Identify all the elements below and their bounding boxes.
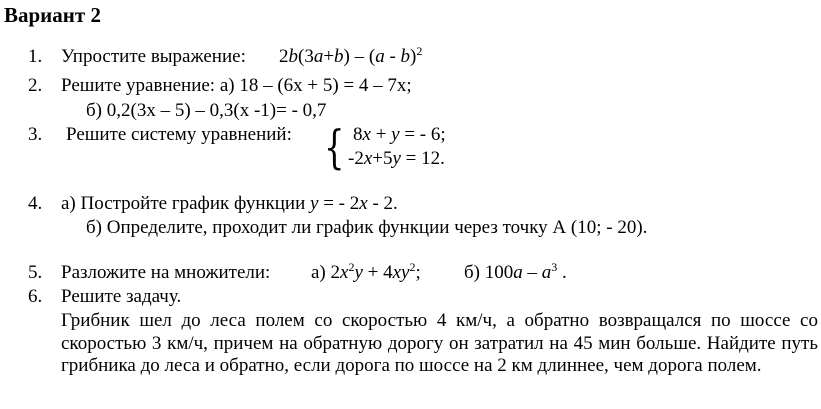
task-4-number: 4. <box>28 193 43 214</box>
task-1-text: Упростите выражение: <box>61 46 246 67</box>
task-1-number: 1. <box>28 46 43 67</box>
task-4-line-1: а) Постройте график функции y = - 2x - 2. <box>61 193 398 214</box>
task-5-part-b: б) $100a - a^3$ . <box>464 260 567 283</box>
system-equation-2: -2x+5y = 12. <box>348 148 445 169</box>
task-3-text: Решите систему уравнений: <box>66 124 292 145</box>
task-5-number: 5. <box>28 262 43 283</box>
system-brace: { <box>324 120 345 174</box>
task-2-line-1: Решите уравнение: а) 18 – (6х + 5) = 4 – 7х; <box>61 75 412 96</box>
task-3-number: 3. <box>28 124 43 145</box>
task-6-number: 6. <box>28 286 43 307</box>
task-5-part-a: а) $2x^2y + 4xy^2$; <box>311 260 421 283</box>
system-equation-1: 8x + y = - 6; <box>353 124 446 145</box>
task-2-number: 2. <box>28 75 43 96</box>
task-2-line-2: б) 0,2(3х – 5) – 0,3(х -1)= - 0,7 <box>86 100 327 121</box>
task-4-line-2: б) Определите, проходит ли график функции через точку А (10; - 20). <box>86 217 648 238</box>
task-6-paragraph: Грибник шел до леса полем со скоростью 4 км/ч, а обратно возвращался по шоссе со скоростью 3 км/ч, причем на обратную дорогу он затратил на 45 мин больше. Найдите путь грибника до леса и обратно, если дорога по шоссе на 2 км длиннее, чем дорога полем. <box>61 310 818 377</box>
task-1-expression: 2b(3a+b) – (a - b)$^2$ <box>279 44 423 67</box>
task-6-heading: Решите задачу. <box>61 286 182 307</box>
task-5-text: Разложите на множители: <box>61 262 271 283</box>
variant-title: Вариант 2 <box>4 3 101 27</box>
